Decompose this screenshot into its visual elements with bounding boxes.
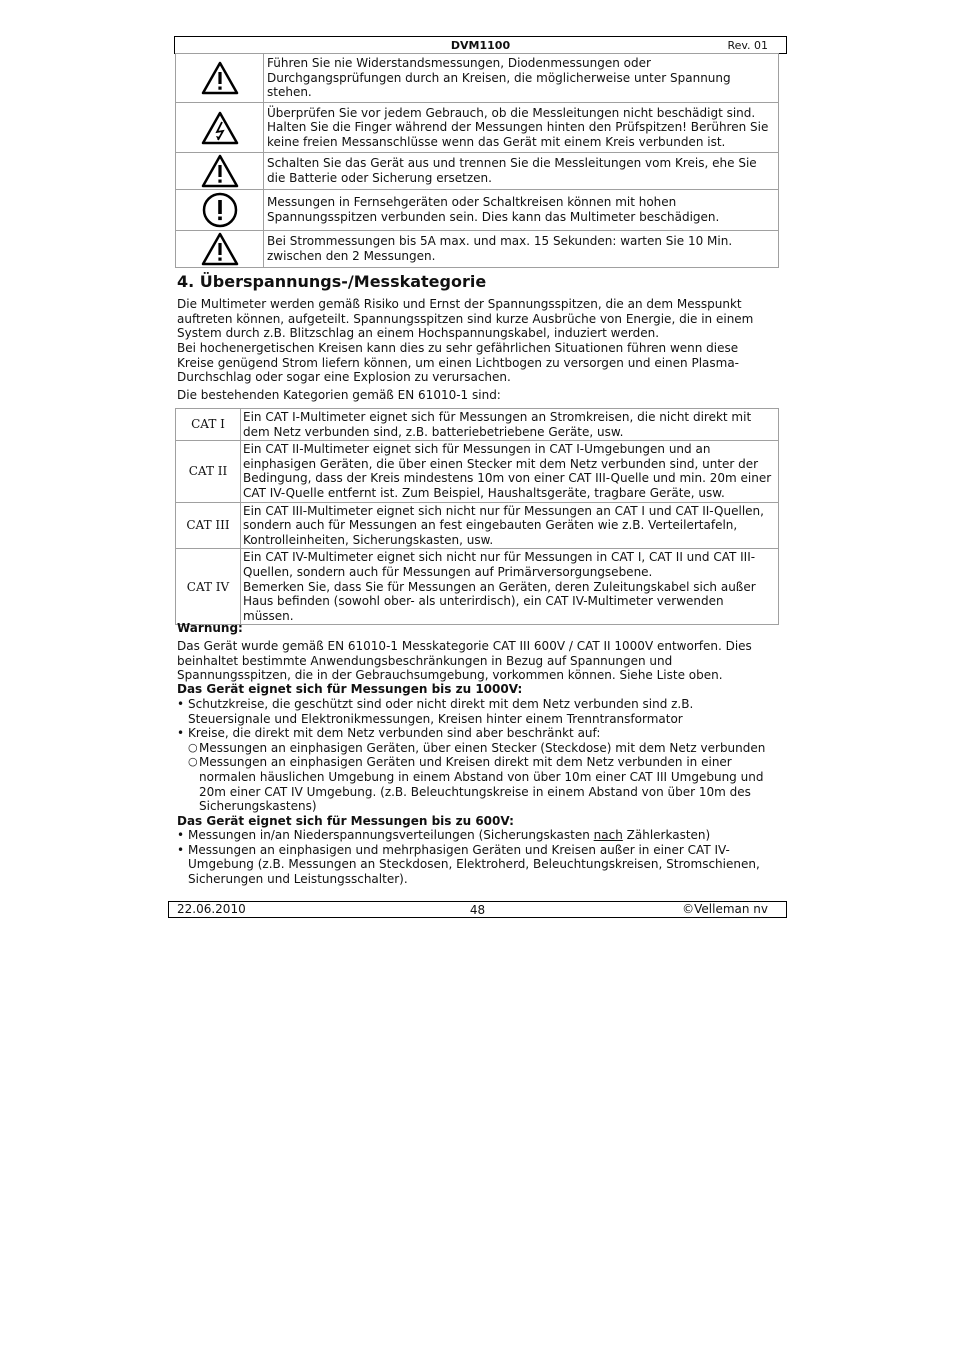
category-label: CAT III bbox=[176, 502, 241, 549]
warning-text: Führen Sie nie Widerstandsmessungen, Diodenmessungen oder Durchgangsprüfungen durch an Kreisen, die möglicherweise unter Spannung stehen. bbox=[264, 54, 779, 103]
warning-circle-icon bbox=[201, 192, 239, 228]
circle-bullet-icon: ○ bbox=[188, 755, 198, 769]
bullet-icon: • bbox=[177, 697, 185, 711]
category-description: Ein CAT I-Multimeter eignet sich für Messungen an Stromkreisen, die nicht direkt mit dem Netz verbunden sind, z.B. batteriebetriebene Geräte, usw. bbox=[241, 409, 779, 441]
warning-triangle-icon bbox=[201, 61, 239, 95]
footer-date: 22.06.2010 bbox=[177, 902, 246, 916]
category-description bbox=[241, 549, 779, 625]
sub-list-item: ○ Messungen an einphasigen Geräten, über einen Stecker (Steckdose) mit dem Netz verbunden bbox=[188, 740, 766, 755]
category-row bbox=[176, 409, 779, 441]
list-item: • Schutzkreise, die geschützt sind oder nicht direkt mit dem Netz verbunden sind z.B. Steuersignale und Elektronikmessungen, Kreisen hinter einem Trenntransformator bbox=[177, 697, 694, 726]
category-description: Ein CAT II-Multimeter eignet sich für Messungen in CAT I-Umgebungen und an einphasigen Geräten, die über einen Stecker mit dem Netz verbunden sind, unter der Bedingung, dass der Kreis mindestens 10m von einer CAT III-Quelle und min. 20m einer CAT IV-Quelle entfernt ist. Zum Beispiel, Haushaltsgeräte, tragbare Geräte, usw. bbox=[241, 441, 779, 502]
category-row bbox=[176, 502, 779, 549]
page-header bbox=[174, 36, 787, 54]
list-item: • Messungen in/an Niederspannungsverteilungen (Sicherungskasten nach Zählerkasten) bbox=[177, 828, 711, 842]
sub-list-item: ○ Messungen an einphasigen Geräten und Kreisen direkt mit dem Netz verbunden in einer normalen häuslichen Umgebung in einem Abstand von über 10m einer CAT III Umgebung und 20m einer CAT IV Umgebung. (z.B. Beleuchtungskreise in einem Abstand von über 10m des Sicherungskastens) bbox=[188, 755, 764, 814]
warning-text: Bei Strommessungen bis 5A max. und max. 15 Sekunden: warten Sie 10 Min. zwischen den 2 Messungen. bbox=[264, 231, 779, 268]
intro-paragraph: Die Multimeter werden gemäß Risiko und Ernst der Spannungsspitzen, die an dem Messpunkt auftreten können, aufgeteilt. Spannungsspitzen sind kurze Ausbrüche von Energie, die in einem System durch z.B. Blitzschlag an einem Hochspannungskabel, induziert werden. bbox=[177, 297, 754, 341]
warning-triangle-icon bbox=[201, 232, 239, 266]
bullet-icon: • bbox=[177, 842, 185, 857]
bullet-icon: • bbox=[177, 828, 185, 842]
model-name: DVM1100 bbox=[450, 39, 511, 52]
measurement-category-table bbox=[175, 408, 779, 625]
warning-row bbox=[176, 153, 779, 190]
warning-label: Warnung: bbox=[177, 621, 243, 635]
high-voltage-icon bbox=[201, 111, 239, 145]
warning-row bbox=[176, 190, 779, 231]
category-label: CAT IV bbox=[176, 549, 241, 625]
warning-text: Schalten Sie das Gerät aus und trennen Sie die Messleitungen vom Kreis, ehe Sie die Batterie oder Sicherung ersetzen. bbox=[264, 153, 779, 190]
warning-icon-cell bbox=[176, 190, 264, 231]
category-row bbox=[176, 549, 779, 625]
category-row bbox=[176, 441, 779, 502]
warning-icon-cell bbox=[176, 153, 264, 190]
warning-text: Überprüfen Sie vor jedem Gebrauch, ob die Messleitungen nicht beschädigt sind. Halten Sie die Finger während der Messungen hinten den Prüfspitzen! Berühren Sie keine freien Messanschlüsse wenn das Gerät mit einem Kreis verbunden ist. bbox=[264, 103, 779, 153]
list-heading-600v: Das Gerät eignet sich für Messungen bis zu 600V: bbox=[177, 814, 514, 828]
warning-icon-cell bbox=[176, 231, 264, 268]
list-item: • Kreise, die direkt mit dem Netz verbunden sind aber beschränkt auf: ○ Messungen an einphasigen Geräten, über einen Stecker (Steckdose) mit dem Netz verbunden ○ Messungen an einphasigen Geräten und Kreisen direkt mit dem Netz verbunden in einer normalen häuslichen Umgebung in einem Abstand von über 10m einer CAT III Umgebung und 20m einer CAT IV Umgebung. (z.B. Beleuchtungskreise in einem Abstand von über 10m des Sicherungskastens) bbox=[177, 726, 777, 814]
warning-row bbox=[176, 54, 779, 103]
list-heading-1000v: Das Gerät eignet sich für Messungen bis zu 1000V: bbox=[177, 682, 523, 696]
category-description-line: Ein CAT IV-Multimeter eignet sich nicht nur für Messungen in CAT I, CAT II und CAT III-Quellen, sondern auch für Messungen auf Primärversorgungsebene. bbox=[243, 550, 756, 579]
category-description-line: Bemerken Sie, dass Sie für Messungen an Geräten, deren Zuleitungskabel sich außer Haus befinden (sowohl ober- als unterirdisch), ein CAT IV-Multimeter verwenden müssen. bbox=[243, 579, 756, 623]
copyright: ©Velleman nv bbox=[682, 902, 768, 916]
bullet-icon: • bbox=[177, 726, 185, 741]
warning-icon-cell bbox=[176, 103, 264, 153]
list-600v bbox=[177, 828, 777, 886]
category-label: CAT II bbox=[176, 441, 241, 502]
page-number: 48 bbox=[469, 903, 486, 917]
page-footer bbox=[168, 901, 787, 918]
circle-bullet-icon: ○ bbox=[188, 740, 198, 754]
category-label: CAT I bbox=[176, 409, 241, 441]
sub-list bbox=[188, 741, 777, 814]
warning-text: Messungen in Fernsehgeräten oder Schaltkreisen können mit hohen Spannungsspitzen verbunden sein. Dies kann das Multimeter beschädigen. bbox=[264, 190, 779, 231]
list-item: • Messungen an einphasigen und mehrphasigen Geräten und Kreisen außer in einer CAT IV-Umgebung (z.B. Messungen an Steckdosen, Elektroherd, Beleuchtungskreisen, Stromschienen, Sicherungen und Leistungsschalter). bbox=[177, 842, 760, 886]
intro-paragraph: Bei hochenergetischen Kreisen kann dies zu sehr gefährlichen Situationen führen wenn diese Kreise genügend Strom liefern können, um einen Lichtbogen zu versorgen und einen Plasma-Durchschlag oder sogar eine Explosion zu verursachen. bbox=[177, 341, 740, 385]
section-title: 4. Überspannungs-/Messkategorie bbox=[177, 272, 487, 291]
revision: Rev. 01 bbox=[727, 39, 768, 52]
warning-icon-cell bbox=[176, 54, 264, 103]
intro-paragraph: Die bestehenden Kategorien gemäß EN 61010-1 sind: bbox=[177, 388, 501, 402]
category-description: Ein CAT III-Multimeter eignet sich nicht nur für Messungen an CAT I und CAT II-Quellen, sondern auch für Messungen an fest eingebauten Geräten wie z.B. Verteilertafeln, Kontrolleinheiten, Sicherungskasten, usw. bbox=[241, 502, 779, 549]
list-1000v bbox=[177, 697, 777, 814]
warning-triangle-icon bbox=[201, 154, 239, 188]
warning-paragraph: Das Gerät wurde gemäß EN 61010-1 Messkategorie CAT III 600V / CAT II 1000V entworfen. Dies beinhaltet bestimmte Anwendungsbeschränkungen in Bezug auf Spannungen und Spannungsspitzen, die in der Gebrauchsumgebung, vorkommen können. Siehe Liste oben. bbox=[177, 639, 752, 683]
safety-warnings-table bbox=[175, 53, 779, 268]
warning-row bbox=[176, 231, 779, 268]
warning-row bbox=[176, 103, 779, 153]
